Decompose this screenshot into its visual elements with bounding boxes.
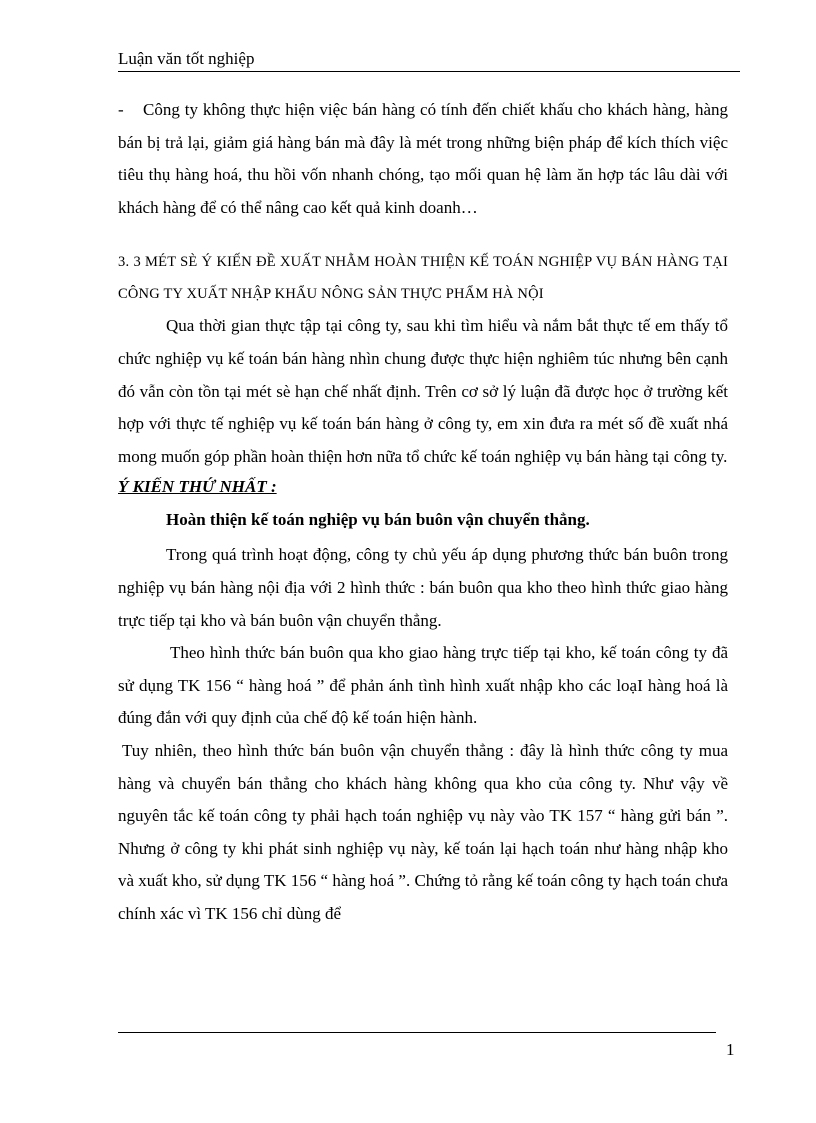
bullet-text: Công ty không thực hiện việc bán hàng có tính đến chiết khấu cho khách hàng, hàng bán bị trả lại, giảm giá hàng bán mà đây là mét trong những biện pháp để kích thích việc tiêu thụ hàng hoá, thu hồi vốn nhanh chóng, tạo mối quan hệ làm ăn hợp tác lâu dài với khách hàng để có thể nâng cao kết quả kinh doanh… [118, 100, 728, 217]
header-title: Luận văn tốt nghiệp [118, 49, 255, 68]
footer-divider [118, 1032, 716, 1033]
page-content [118, 94, 728, 930]
body-paragraph-2: Theo hình thức bán buôn qua kho giao hàng trực tiếp tại kho, kế toán công ty đã sử dụng TK 156 “ hàng hoá ” để phản ánh tình hình xuất nhập kho các loạI hàng hoá là đúng đắn với quy định của chế độ kế toán hiện hành. [118, 643, 728, 728]
opinion-title: Ý KIẾN THỨ NHẤT : [118, 477, 277, 497]
body-paragraph-3: Tuy nhiên, theo hình thức bán buôn vận chuyển thẳng : đây là hình thức công ty mua hàng và chuyển bán thẳng cho khách hàng không qua kho của công ty. Như vậy về nguyên tắc kế toán công ty phải hạch toán nghiệp vụ này vào TK 157 “ hàng gửi bán ”. Nhưng ở công ty khi phát sinh nghiệp vụ này, kế toán lại hạch toán như hàng nhập kho và xuất kho, sử dụng TK 156 “ hàng hoá ”. Chứng tỏ rằng kế toán công ty hạch toán chưa chính xác vì TK 156 chỉ dùng để [118, 740, 728, 923]
intro-paragraph: Qua thời gian thực tập tại công ty, sau khi tìm hiểu và nắm bắt thực tế em thấy tổ chức nghiệp vụ kế toán bán hàng nhìn chung được thực hiện nghiêm túc nhưng bên cạnh đó vẫn còn tồn tại mét sè hạn chế nhất định. Trên cơ sở lý luận đã được học ở trường kết hợp với thực tế nghiệp vụ kế toán bán hàng ở công ty, em xin đưa ra mét số đề xuất nhá mong muốn góp phần hoàn thiện hơn nữa tổ chức kế toán nghiệp vụ bán hàng tại công ty. [118, 316, 728, 466]
section-heading: 3. 3 MÉT SÈ Ý KIẾN ĐỀ XUẤT NHẰM HOÀN THIỆN KẾ TOÁN NGHIỆP VỤ BÁN HÀNG TẠI CÔNG TY XUẤT NHẬP KHẨU NÔNG SẢN THỰC PHẨM HÀ NỘI [118, 254, 728, 303]
opinion-subtitle: Hoàn thiện kế toán nghiệp vụ bán buôn vận chuyển thẳng. [166, 510, 590, 530]
body-paragraph-1: Trong quá trình hoạt động, công ty chủ yếu áp dụng phương thức bán buôn trong nghiệp vụ bán hàng nội địa với 2 hình thức : bán buôn qua kho theo hình thức giao hàng trực tiếp tại kho và bán buôn vận chuyển thẳng. [118, 545, 728, 630]
page-number: 1 [726, 1040, 735, 1059]
bullet-paragraph [118, 94, 728, 224]
page-header [118, 48, 740, 72]
bullet-dash: - [118, 100, 124, 119]
